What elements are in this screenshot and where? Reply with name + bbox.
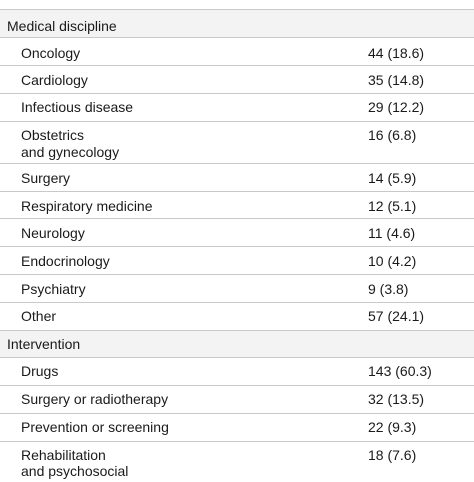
row-label-line1: Obstetrics [21,127,85,143]
row-label-line2: and gynecology [21,144,120,160]
row-label: Surgery [21,170,71,186]
row-label: Drugs [21,363,59,379]
row-label: Other [21,308,57,324]
table-row [0,38,474,66]
row-value [368,0,416,1]
row-label: Infectious disease [21,99,134,115]
row-label [21,0,139,1]
table-row [0,442,474,482]
table-row [0,358,474,386]
table-row [0,192,474,219]
row-label: Prevention or screening [21,419,169,435]
section-title: Medical discipline [7,18,117,34]
row-label: Cardiology [21,72,88,88]
section-header-medical-discipline [0,10,474,38]
table-row [0,303,474,331]
table-row [0,414,474,442]
table-row [0,219,474,247]
row-label: Endocrinology [21,253,110,269]
row-label: Respiratory medicine [21,198,153,214]
table-row [0,122,474,164]
row-label: Oncology [21,45,81,61]
row-label-line1: Rehabilitation [21,447,106,463]
row-value: 143 (60.3) [368,363,432,379]
row-value: 10 (4.2) [368,253,417,269]
row-value: 32 (13.5) [368,391,425,407]
row-value: 57 (24.1) [368,308,425,324]
row-value: 29 (12.2) [368,99,425,115]
row-label: Neurology [21,225,85,241]
row-value: 9 (3.8) [368,281,409,297]
row-value: 11 (4.6) [368,225,416,241]
table-row [0,66,474,94]
row-value: 12 (5.1) [368,198,417,214]
row-value: 16 (6.8) [368,127,417,143]
table-row [0,386,474,414]
row-label: Surgery or radiotherapy [21,391,169,407]
section-title: Intervention [7,336,81,352]
row-value: 22 (9.3) [368,419,417,435]
row-value: 44 (18.6) [368,45,425,61]
table-row [0,94,474,122]
table-row [0,164,474,192]
row-value: 18 (7.6) [368,447,417,463]
row-label: Psychiatry [21,281,86,297]
table-row [0,275,474,303]
table-row [0,247,474,275]
section-header-intervention [0,331,474,358]
row-value: 35 (14.8) [368,72,425,88]
table-row [0,0,474,10]
row-label-line2: and psychosocial [21,463,129,479]
row-value: 14 (5.9) [368,170,417,186]
